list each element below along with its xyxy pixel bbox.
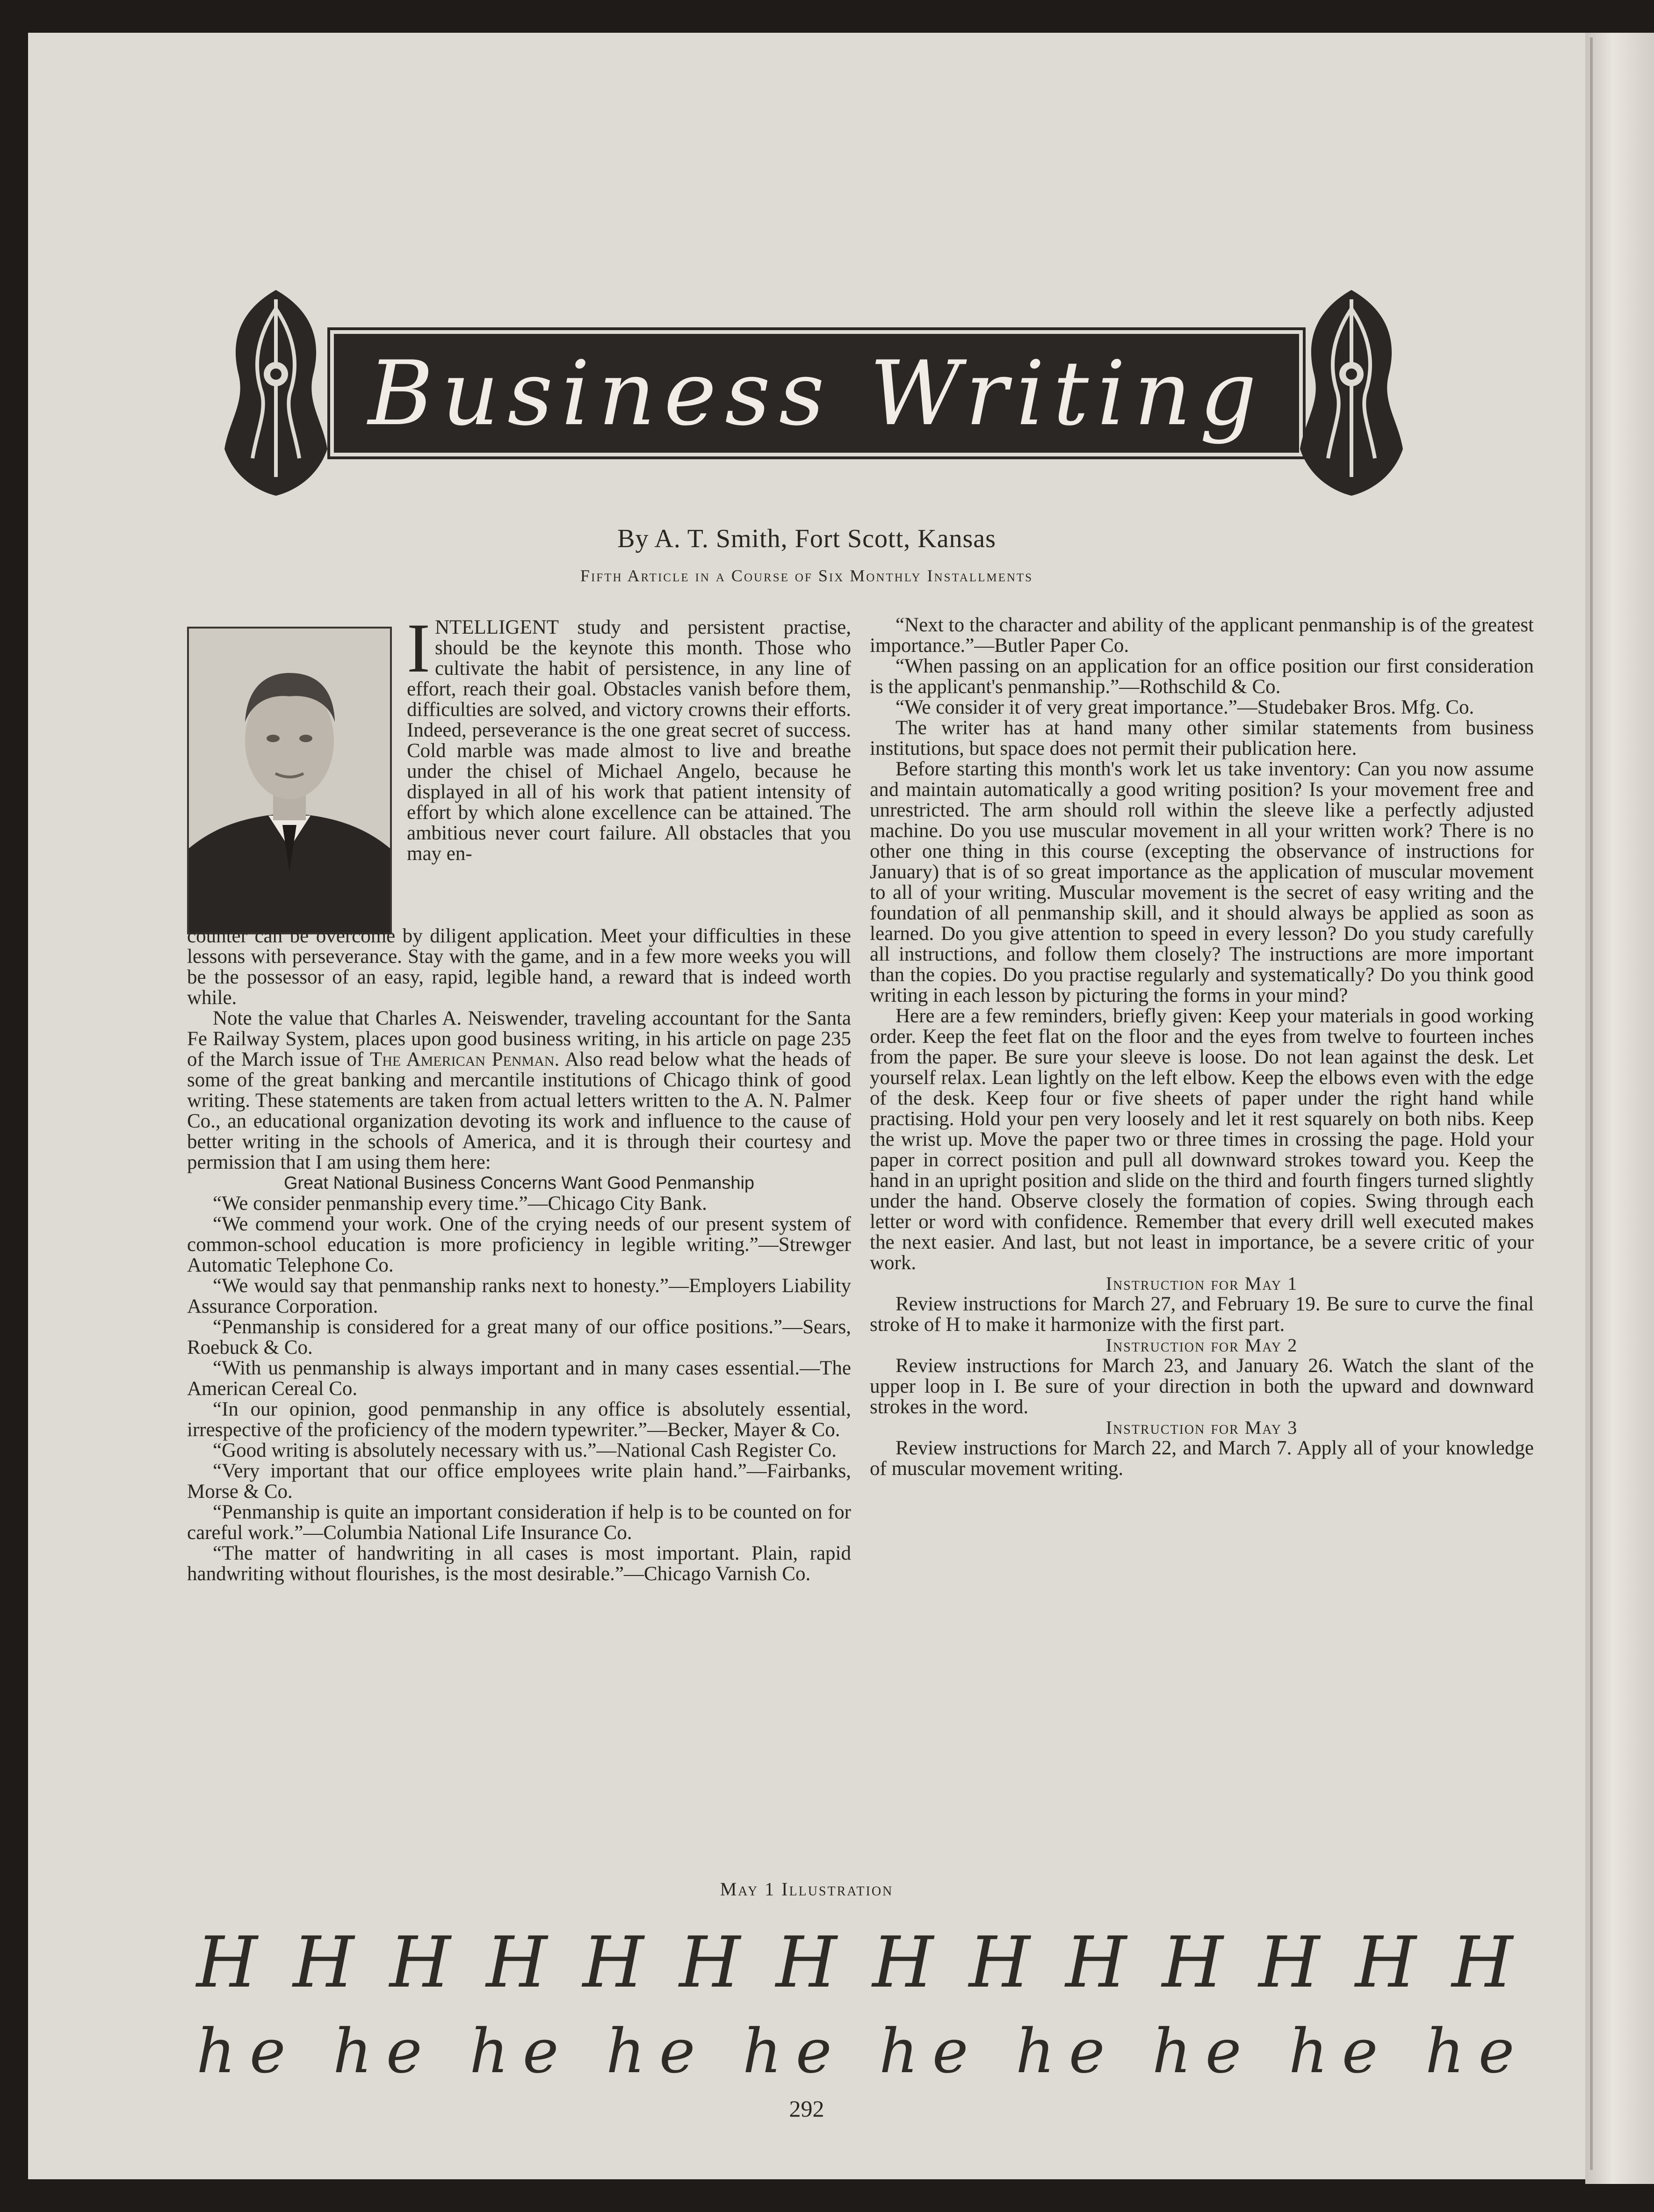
body-paragraph: Here are a few reminders, briefly given: Keep your materials in good working order. Keep the feet flat on the floor and the eyes from twelve to fourteen inches from the paper. Be sure your sleeve is loose. Do not lean against the desk. Let yourself relax. Lean lightly on the left elbow. Keep the elbows even with the edge of the desk. Keep four or five sheets of paper under the right hand while practising. Hold your pen very loosely and let it rest squarely on both nibs. Keep the wrist up. Move the paper two or three times in crossing the page. Hold your paper in correct position and pull all downward strokes toward you. Keep the hand in an upright position and slide on the third and fourth fingers turned slightly under the hand. Observe closely the formation of copies. Swing through each letter or word with confidence. Remember that every drill well executed makes the next easier. And last, but not least in importance, be a severe critic of your work. xyxy=(870,1005,1534,1274)
banner-title: Business Writing xyxy=(368,341,1265,445)
note-paragraph xyxy=(187,1008,851,1173)
intro-continued: counter can be overcome by diligent application. Meet your difficulties in these lessons with perseverance. Stay with the game, and in a few more weeks you will be the possessor of an easy, rapid, legible hand, a reward that is indeed worth while. xyxy=(187,925,851,1009)
portrait-photo-icon xyxy=(189,629,390,933)
quote-item: “We would say that penmanship ranks next to honesty.”—Employers Liability Assurance Corporation. xyxy=(187,1275,851,1317)
quote-item: “Penmanship is quite an important consideration if help is to be counted on for careful work.”—Columbia National Life Insurance Co. xyxy=(187,1501,851,1544)
byline: By A. T. Smith, Fort Scott, Kansas xyxy=(617,524,996,553)
quote-item: “The matter of handwriting in all cases is most important. Plain, rapid handwriting without flourishes, is the most desirable.”—Chicago Varnish Co. xyxy=(187,1542,851,1585)
quote-item: “Very important that our office employees write plain hand.”—Fairbanks, Morse & Co. xyxy=(187,1460,851,1503)
intro-paragraph: INTELLIGENT study and persistent practise, should be the keynote this month. Those who cultivate the habit of persistence, in any line of effort, reach their goal. Obstacles vanish before them, difficulties are solved, and victory crowns their efforts. Indeed, perseverance is the one great secret of success. Cold marble was made almost to live and breathe under the chisel of Michael Angelo, because he displayed in all of his work that patient intensity of effort by which alone excellence can be attained. The ambitious never court failure. All obstacles that you may en- xyxy=(407,609,851,865)
magazine-page xyxy=(28,33,1585,2179)
banner-box xyxy=(327,327,1306,459)
body-paragraph: The writer has at hand many other similar statements from business institutions, but space does not permit their publication here. xyxy=(870,717,1534,759)
quote-item: “In our opinion, good penmanship in any office is absolutely essential, irrespective of the proficiency of the modern typewriter.”—Becker, Mayer & Co. xyxy=(187,1398,851,1441)
quote-item: “Good writing is absolutely necessary with us.”—National Cash Register Co. xyxy=(213,1439,837,1461)
magazine-name: The American Penman xyxy=(369,1048,555,1070)
script-sample-capital-h: H H H H H H H H H H H H H H xyxy=(196,1922,1520,2003)
illustration-title: May 1 Illustration xyxy=(720,1879,894,1900)
instruction-heading: Instruction for May 1 xyxy=(1105,1273,1298,1294)
quote-item: “We consider penmanship every time.”—Chicago City Bank. xyxy=(213,1193,707,1214)
quote-item: “We consider it of very great importance.”—Studebaker Bros. Mfg. Co. xyxy=(896,696,1474,718)
quote-item: “When passing on an application for an office position our first consideration is the applicant's penmanship.”—Rothschild & Co. xyxy=(870,655,1534,698)
art-nouveau-ornament-right xyxy=(1291,281,1412,500)
instruction-text: Review instructions for March 22, and March 7. Apply all of your knowledge of muscular movement writing. xyxy=(870,1437,1534,1480)
note-text-a: Note the value that Charles A. Neiswender, traveling accountant for the Santa Fe Railway System, places upon good business writing, in his article on page 235 of the March issue of xyxy=(187,1007,851,1070)
note-text-b: . Also read below what the heads of some of the great banking and mercantile institutions of Chicago think of good writing. These statements are taken from actual letters written to the A. N. Palmer Co., an educational organization devoting its work and influence to the cause of better writing in the schools of America, and it is through their courtesy and permission that I am using them here: xyxy=(187,1048,851,1173)
quote-item: “Penmanship is considered for a great many of our office positions.”—Sears, Roebuck & Co. xyxy=(187,1316,851,1359)
title-banner xyxy=(215,281,1412,514)
script-sample-he: he he he he he he he he he he xyxy=(196,2016,1529,2087)
instruction-text: Review instructions for March 27, and February 19. Be sure to curve the final stroke of H to make it harmonize with the first part. xyxy=(870,1293,1534,1336)
quotes-heading: Great National Business Concerns Want Good Penmanship xyxy=(283,1173,755,1193)
instruction-heading: Instruction for May 3 xyxy=(1105,1417,1298,1438)
instruction-heading: Instruction for May 2 xyxy=(1105,1335,1298,1356)
intro-column xyxy=(407,609,851,865)
page-number: 292 xyxy=(789,2096,824,2122)
quote-item: “We commend your work. One of the crying needs of our present system of common-school education is more proficiency in legible writing.”—Strewger Automatic Telephone Co. xyxy=(187,1213,851,1276)
page-fold-shadow xyxy=(1590,37,1593,2170)
body-paragraph: Before starting this month's work let us take inventory: Can you now assume and maintain automatically a good writing position? Is your movement free and unrestricted. The arm should roll within the sleeve like a perfectly adjusted machine. Do you use muscular movement in all your written work? There is no other one thing in this course (excepting the observance of instructions for January) that is of so great importance as the application of muscular movement to all of your writing. Muscular movement is the secret of easy writing and the foundation of all penmanship skill, and it should always be applied as soon as learned. Do you give attention to speed in every lesson? Do you study carefully all instructions, and follow them closely? The instructions are more important than the copies. Do you practise regularly and systematically? Do you think good writing in each lesson by picturing the forms in your mind? xyxy=(870,758,1534,1006)
quote-item: “With us penmanship is always important and in many cases essential.—The American Cereal Co. xyxy=(187,1357,851,1400)
facing-page-edge xyxy=(1585,33,1654,2184)
right-column xyxy=(870,615,1534,1479)
quote-item: “Next to the character and ability of the applicant penmanship is of the greatest importance.”—Butler Paper Co. xyxy=(870,614,1534,657)
article-subtitle: Fifth Article in a Course of Six Monthly Installments xyxy=(580,566,1033,585)
art-nouveau-ornament-left xyxy=(215,281,337,500)
author-portrait xyxy=(187,627,392,934)
left-column xyxy=(187,926,851,1584)
instruction-text: Review instructions for March 23, and January 26. Watch the slant of the upper loop in I. Be sure of your direction in both the upward and downward strokes in the word. xyxy=(870,1355,1534,1418)
